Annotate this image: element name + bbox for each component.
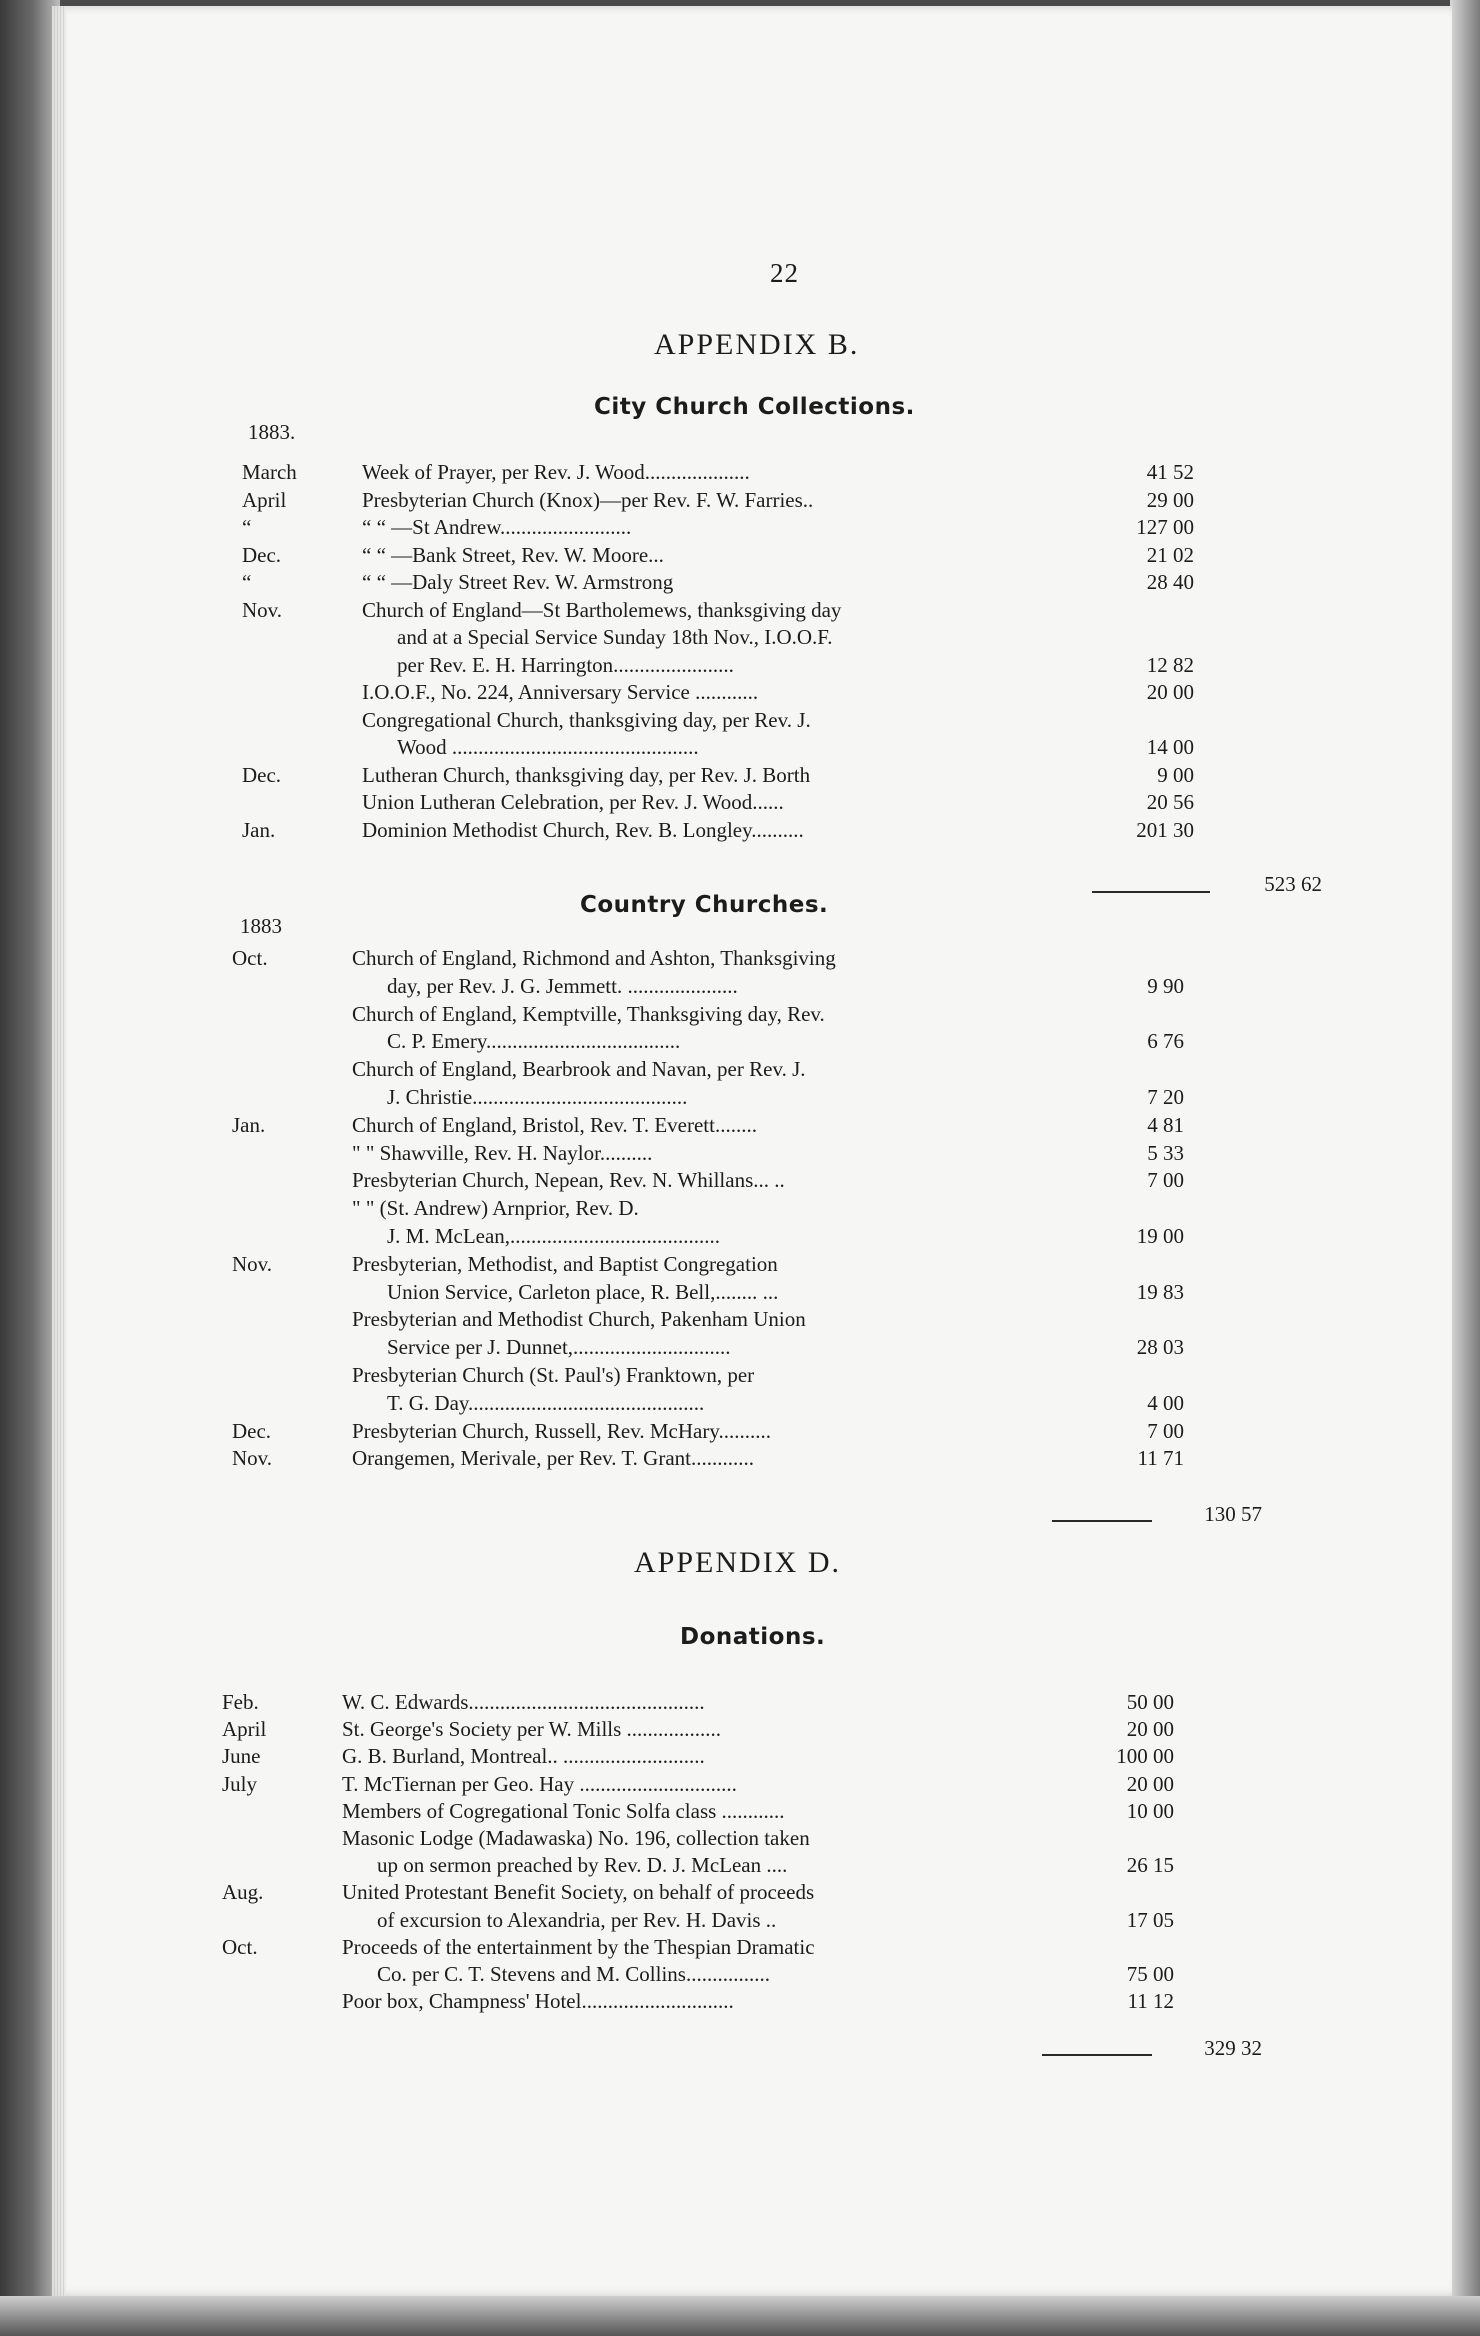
entry-description: " " (St. Andrew) Arnprior, Rev. D. — [352, 1196, 639, 1221]
ledger-row — [232, 1055, 1352, 1084]
entry-description: Union Lutheran Celebration, per Rev. J. Wood...... — [362, 790, 784, 814]
ledger-row — [232, 1278, 1352, 1307]
entry-description: Church of England, Bristol, Rev. T. Everett........ — [352, 1112, 757, 1137]
entry-month: Jan. — [232, 1112, 266, 1137]
entry-description: Presbyterian and Methodist Church, Pakenham Union — [352, 1307, 806, 1332]
entry-amount: 10 00 — [1126, 1798, 1174, 1823]
entry-amount: 9 90 — [1147, 973, 1184, 998]
ledger-row — [242, 486, 1362, 515]
entry-description: St. George's Society per W. Mills .................. — [342, 1717, 722, 1742]
entry-description: and at a Special Service Sunday 18th Nov., I.O.O.F. — [397, 625, 833, 649]
entry-month: Nov. — [232, 1446, 273, 1471]
ledger-row — [232, 1222, 1352, 1251]
appendix-d-title: APPENDIX D. — [634, 1546, 842, 1579]
donations-subtotal-rule — [1042, 2054, 1152, 2056]
donations-total: 329 32 — [1204, 2036, 1262, 2060]
ledger-row — [232, 1305, 1352, 1334]
entry-amount: 21 02 — [1146, 542, 1194, 567]
ledger-row — [242, 596, 1362, 625]
country-subtotal-rule — [1052, 1520, 1152, 1522]
entry-description: Church of England—St Bartholemews, thanksgiving day — [362, 597, 842, 622]
ledger-row — [242, 623, 1362, 652]
appendix-b-title: APPENDIX B. — [654, 328, 860, 361]
entry-amount: 19 00 — [1136, 1224, 1184, 1248]
ledger-row — [222, 1987, 1342, 2016]
ledger-row — [222, 1688, 1342, 1717]
entry-amount: 20 56 — [1146, 790, 1194, 814]
entry-description: J. Christie......................................... — [387, 1085, 688, 1109]
ledger-row — [242, 816, 1362, 845]
entry-month: “ — [242, 515, 252, 539]
entry-description: “ “ —Bank Street, Rev. W. Moore... — [362, 542, 664, 567]
ledger-row — [232, 1027, 1352, 1056]
ledger-row — [232, 1361, 1352, 1390]
entry-amount: 7 00 — [1147, 1418, 1184, 1443]
entry-description: Church of England, Richmond and Ashton, Thanksgiving — [352, 946, 836, 970]
entry-amount: 201 30 — [1136, 817, 1194, 842]
entry-month: Dec. — [232, 1418, 272, 1443]
entry-description: Presbyterian Church (Knox)—per Rev. F. W. Farries.. — [362, 487, 814, 512]
entry-description: Wood ............................................... — [397, 735, 699, 759]
entry-amount: 19 83 — [1136, 1279, 1184, 1304]
entry-description: Proceeds of the entertainment by the Thespian Dramatic — [342, 1934, 815, 1959]
entry-month: Oct. — [222, 1934, 258, 1959]
donations-heading: Donations. — [680, 1624, 826, 1650]
entry-month: Nov. — [232, 1251, 273, 1276]
entry-amount: 75 00 — [1126, 1962, 1174, 1986]
entry-amount: 20 00 — [1126, 1717, 1174, 1742]
entry-month: Oct. — [232, 946, 268, 970]
ledger-row — [242, 568, 1362, 597]
entry-description: Orangemen, Merivale, per Rev. T. Grant............ — [352, 1446, 754, 1471]
ledger-row — [242, 678, 1362, 707]
entry-description: Masonic Lodge (Madawaska) No. 196, collection taken — [342, 1826, 810, 1850]
entry-description: Co. per C. T. Stevens and M. Collins................ — [377, 1962, 770, 1986]
ledger-row — [222, 1906, 1342, 1935]
entry-description: up on sermon preached by Rev. D. J. McLean .... — [377, 1853, 788, 1878]
entry-description: per Rev. E. H. Harrington....................... — [397, 652, 734, 677]
ledger-row — [232, 1139, 1352, 1168]
entry-amount: 28 03 — [1136, 1335, 1184, 1360]
entry-description: Presbyterian Church, Russell, Rev. McHary.......... — [352, 1418, 771, 1443]
entry-amount: 20 00 — [1126, 1771, 1174, 1796]
entry-month: Jan. — [242, 817, 276, 842]
entry-description: Union Service, Carleton place, R. Bell,........ ... — [387, 1279, 779, 1304]
ledger-row — [232, 1389, 1352, 1418]
city-total: 523 62 — [1264, 872, 1322, 896]
ledger-row — [222, 1797, 1342, 1826]
entry-month: Dec. — [242, 542, 282, 567]
entry-amount: 127 00 — [1136, 515, 1194, 539]
ledger-row — [222, 1878, 1342, 1907]
entry-description: Presbyterian Church (St. Paul's) Franktown, per — [352, 1363, 755, 1387]
entry-amount: 14 00 — [1146, 735, 1194, 759]
document-page — [52, 6, 1452, 2296]
entry-description: Presbyterian, Methodist, and Baptist Congregation — [352, 1251, 778, 1276]
country-churches-heading: Country Churches. — [580, 892, 829, 918]
ledger-row — [242, 458, 1362, 487]
ledger-row — [232, 1194, 1352, 1223]
ledger-row — [242, 788, 1362, 817]
entry-amount: 29 00 — [1146, 487, 1194, 512]
scan-border-bottom — [0, 2296, 1480, 2336]
ledger-row — [242, 541, 1362, 570]
entry-amount: 4 81 — [1147, 1112, 1184, 1137]
entry-description: T. G. Day............................................. — [387, 1390, 705, 1415]
ledger-row — [232, 972, 1352, 1001]
ledger-row — [232, 1417, 1352, 1446]
entry-description: day, per Rev. J. G. Jemmett. ..................... — [387, 973, 738, 998]
city-collections-heading: City Church Collections. — [594, 394, 915, 420]
entry-amount: 50 00 — [1126, 1690, 1174, 1714]
entry-amount: 9 00 — [1157, 762, 1194, 787]
entry-description: Week of Prayer, per Rev. J. Wood.................... — [362, 460, 750, 484]
entry-month: July — [222, 1771, 258, 1796]
entry-month: Nov. — [242, 597, 283, 622]
entry-description: Lutheran Church, thanksgiving day, per Rev. J. Borth — [362, 762, 811, 787]
entry-description: W. C. Edwards............................................. — [342, 1690, 705, 1714]
entry-month: April — [242, 487, 287, 512]
entry-description: G. B. Burland, Montreal.. ........................... — [342, 1744, 705, 1769]
scan-border-right — [1450, 0, 1480, 2336]
entry-amount: 26 15 — [1126, 1853, 1174, 1878]
entry-amount: 100 00 — [1116, 1744, 1174, 1769]
entry-description: Church of England, Kemptville, Thanksgiving day, Rev. — [352, 1001, 825, 1026]
entry-amount: 41 52 — [1146, 460, 1194, 484]
entry-description: Members of Cogregational Tonic Solfa class ............ — [342, 1798, 785, 1823]
entry-description: United Protestant Benefit Society, on behalf of proceeds — [342, 1880, 815, 1905]
entry-amount: 11 71 — [1137, 1446, 1184, 1471]
scan-border-left — [0, 0, 60, 2336]
entry-amount: 7 20 — [1147, 1085, 1184, 1109]
entry-description: I.O.O.F., No. 224, Anniversary Service ............ — [362, 680, 759, 704]
entry-month: March — [242, 460, 297, 484]
ledger-row — [222, 1851, 1342, 1880]
entry-description: Service per J. Dunnet,.............................. — [387, 1335, 731, 1360]
entry-description: Church of England, Bearbrook and Navan, per Rev. J. — [352, 1057, 806, 1082]
page-number: 22 — [770, 258, 799, 288]
entry-month: April — [222, 1717, 267, 1742]
entry-description: of excursion to Alexandria, per Rev. H. Davis .. — [377, 1907, 777, 1932]
entry-amount: 6 76 — [1147, 1029, 1184, 1054]
entry-amount: 12 82 — [1146, 652, 1194, 677]
country-total: 130 57 — [1204, 1502, 1262, 1526]
entry-amount: 7 00 — [1147, 1168, 1184, 1193]
ledger-row — [232, 944, 1352, 973]
ledger-row — [242, 651, 1362, 680]
entry-description: Congregational Church, thanksgiving day, per Rev. J. — [362, 707, 811, 732]
country-year: 1883 — [240, 914, 282, 938]
ledger-row — [222, 1824, 1342, 1853]
entry-description: Presbyterian Church, Nepean, Rev. N. Whillans... .. — [352, 1168, 785, 1193]
ledger-row — [232, 1333, 1352, 1362]
entry-month: Aug. — [222, 1880, 264, 1905]
ledger-row — [242, 733, 1362, 762]
ledger-row — [242, 513, 1362, 542]
entry-amount: 20 00 — [1146, 680, 1194, 704]
entry-month: June — [222, 1744, 261, 1769]
ledger-row — [242, 761, 1362, 790]
entry-description: “ “ —St Andrew......................... — [362, 515, 632, 539]
ledger-row — [232, 1083, 1352, 1112]
entry-amount: 5 33 — [1147, 1140, 1184, 1165]
ledger-row — [222, 1742, 1342, 1771]
entry-description: J. M. McLean,........................................ — [387, 1224, 721, 1248]
entry-amount: 4 00 — [1147, 1390, 1184, 1415]
ledger-row — [242, 706, 1362, 735]
entry-month: Dec. — [242, 762, 282, 787]
city-subtotal-rule — [1092, 891, 1210, 893]
ledger-row — [222, 1933, 1342, 1962]
entry-month: “ — [242, 570, 252, 594]
city-year: 1883. — [248, 420, 296, 444]
ledger-row — [232, 1111, 1352, 1140]
entry-amount: 28 40 — [1146, 570, 1194, 594]
entry-description: C. P. Emery..................................... — [387, 1029, 681, 1054]
entry-description: " " Shawville, Rev. H. Naylor.......... — [352, 1140, 653, 1165]
entry-amount: 17 05 — [1126, 1907, 1174, 1932]
ledger-row — [232, 1000, 1352, 1029]
ledger-row — [232, 1444, 1352, 1473]
ledger-row — [222, 1715, 1342, 1744]
entry-month: Feb. — [222, 1690, 259, 1714]
entry-description: Poor box, Champness' Hotel............................. — [342, 1989, 734, 2014]
ledger-row — [222, 1960, 1342, 1989]
ledger-row — [222, 1770, 1342, 1799]
entry-description: “ “ —Daly Street Rev. W. Armstrong — [362, 570, 674, 594]
entry-amount: 11 12 — [1127, 1989, 1174, 2014]
page-stack-edge — [52, 6, 66, 2296]
ledger-row — [232, 1250, 1352, 1279]
entry-description: T. McTiernan per Geo. Hay .............................. — [342, 1771, 737, 1796]
entry-description: Dominion Methodist Church, Rev. B. Longley.......... — [362, 817, 804, 842]
ledger-row — [232, 1166, 1352, 1195]
